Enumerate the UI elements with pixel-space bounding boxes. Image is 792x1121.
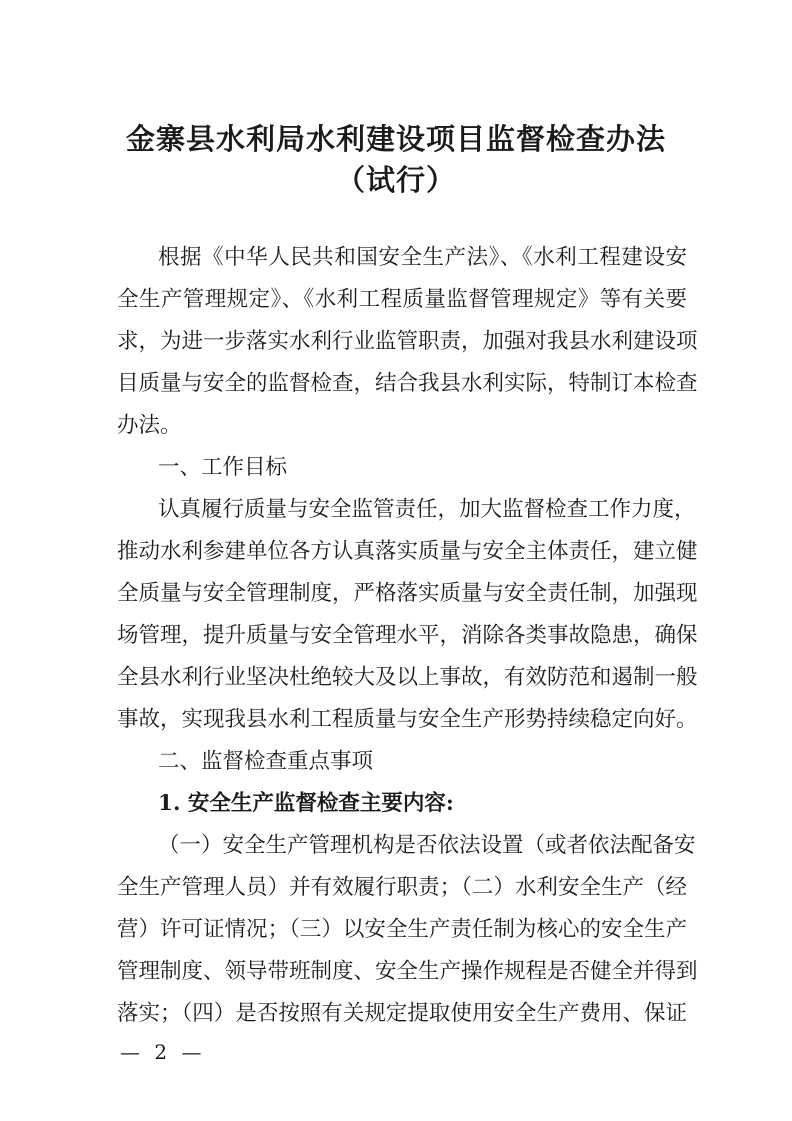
section1-line: 全县水利行业坚决杜绝较大及以上事故，有效防范和遏制一般 — [117, 665, 698, 690]
subsection1-line: （一）安全生产管理机构是否依法设置（或者依法配备安 — [158, 833, 696, 858]
section1-line: 事故，实现我县水利工程质量与安全生产形势持续稳定向好。 — [117, 707, 698, 732]
section1-line: 认真履行质量与安全监管责任，加大监督检查工作力度， — [158, 497, 696, 522]
section-heading: 一、工作目标 — [158, 455, 288, 480]
subsection-heading: 1. 安全生产监督检查主要内容: — [158, 791, 454, 816]
intro-line: 目质量与安全的监督检查，结合我县水利实际，特制订本检查 — [117, 371, 698, 396]
intro-line: 求，为进一步落实水利行业监管职责，加强对我县水利建设项 — [117, 329, 698, 354]
intro-line: 全生产管理规定》、《水利工程质量监督管理规定》等有关要 — [117, 287, 687, 312]
intro-line: 办法。 — [117, 413, 182, 438]
section-heading: 二、监督检查重点事项 — [158, 749, 374, 774]
subsection1-line: 管理制度、领导带班制度、安全生产操作规程是否健全并得到 — [117, 959, 698, 984]
subsection1-line: 落实；（四）是否按照有关规定提取使用安全生产费用、保证 — [117, 1001, 687, 1026]
section1-line: 推动水利参建单位各方认真落实质量与安全主体责任，建立健 — [117, 539, 698, 564]
page-number: — 2 — — [120, 1040, 206, 1064]
subsection1-line: 全生产管理人员）并有效履行职责；（二）水利安全生产（经 — [117, 875, 687, 900]
document-subtitle: （试行） — [335, 163, 456, 197]
document-title: 金寨县水利局水利建设项目监督检查办法 — [125, 122, 666, 156]
section1-line: 场管理，提升质量与安全管理水平，消除各类事故隐患，确保 — [117, 623, 698, 648]
intro-line: 根据《中华人民共和国安全生产法》、《水利工程建设安 — [158, 245, 687, 270]
section1-line: 全质量与安全管理制度，严格落实质量与安全责任制，加强现 — [117, 581, 698, 606]
subsection1-line: 营）许可证情况；（三）以安全生产责任制为核心的安全生产 — [117, 917, 687, 942]
